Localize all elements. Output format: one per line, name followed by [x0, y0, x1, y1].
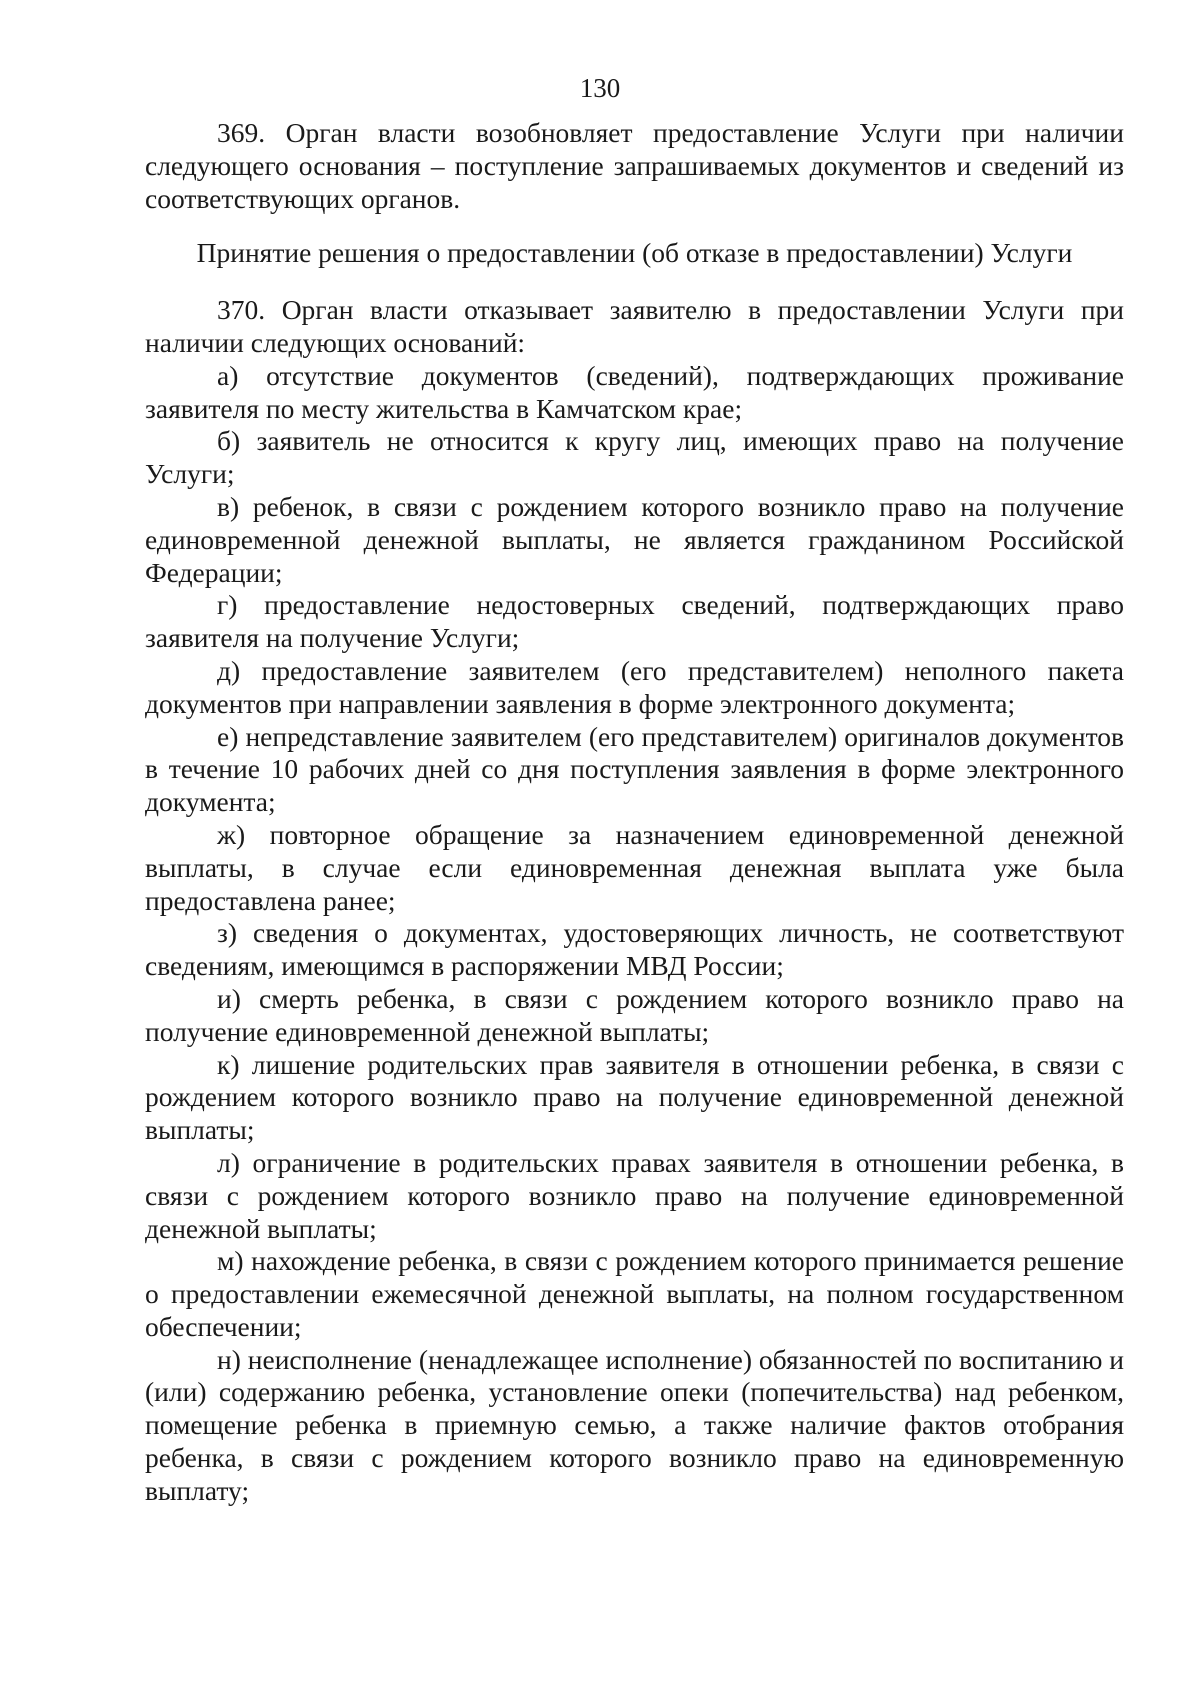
paragraph-369: 369. Орган власти возобновляет предоставление Услуги при наличии следующего основания – поступление запрашиваемых документов и сведений из соответствующих органов. [145, 117, 1124, 214]
list-item-zh: ж) повторное обращение за назначением единовременной денежной выплаты, в случае если единовременная денежная выплата уже была предоставлена ранее; [145, 818, 1124, 916]
list-item-v: в) ребенок, в связи с рождением которого возникло право на получение единовременной денежной выплаты, не является гражданином Российской Федерации; [145, 490, 1124, 588]
list-item-l: л) ограничение в родительских правах заявителя в отношении ребенка, в связи с рождением которого возникло право на получение единовременной денежной выплаты; [145, 1146, 1124, 1244]
list-item-g: г) предоставление недостоверных сведений, подтверждающих право заявителя на получение Услуги; [145, 589, 1124, 654]
section-heading: Принятие решения о предоставлении (об отказе в предоставлении) Услуги [196, 237, 1073, 269]
list-item-i: и) смерть ребенка, в связи с рождением которого возникло право на получение единовременной денежной выплаты; [145, 982, 1124, 1047]
paragraph-370: 370. Орган власти отказывает заявителю в предоставлении Услуги при наличии следующих оснований: [145, 294, 1124, 358]
list-item-m: м) нахождение ребенка, в связи с рождением которого принимается решение о предоставлении ежемесячной денежной выплаты, на полном государственном обеспечении; [145, 1245, 1124, 1342]
list-item-z: з) сведения о документах, удостоверяющих личность, не соответствуют сведениям, имеющимся в распоряжении МВД России; [145, 917, 1124, 982]
list-item-e: е) непредставление заявителем (его представителем) оригиналов документов в течение 10 рабочих дней со дня поступления заявления в форме электронного документа; [145, 720, 1124, 818]
page-number: 130 [579, 73, 621, 103]
list-item-a: а) отсутствие документов (сведений), подтверждающих проживание заявителя по месту жительства в Камчатском крае; [145, 359, 1124, 424]
list-item-k: к) лишение родительских прав заявителя в отношении ребенка, в связи с рождением которого возникло право на получение единовременной денежной выплаты; [145, 1048, 1124, 1146]
list-item-n: н) неисполнение (ненадлежащее исполнение) обязанностей по воспитанию и (или) содержанию ребенка, установление опеки (попечительства) над ребенком, помещение ребенка в приемную семью, а также наличие фактов отобрания ребенка, в связи с рождением которого возникло право на единовременную выплату; [145, 1343, 1124, 1506]
document-body [145, 117, 1124, 1508]
list-item-b: б) заявитель не относится к кругу лиц, имеющих право на получение Услуги; [145, 425, 1124, 490]
list-item-d: д) предоставление заявителем (его представителем) неполного пакета документов при направлении заявления в форме электронного документа; [145, 654, 1124, 719]
